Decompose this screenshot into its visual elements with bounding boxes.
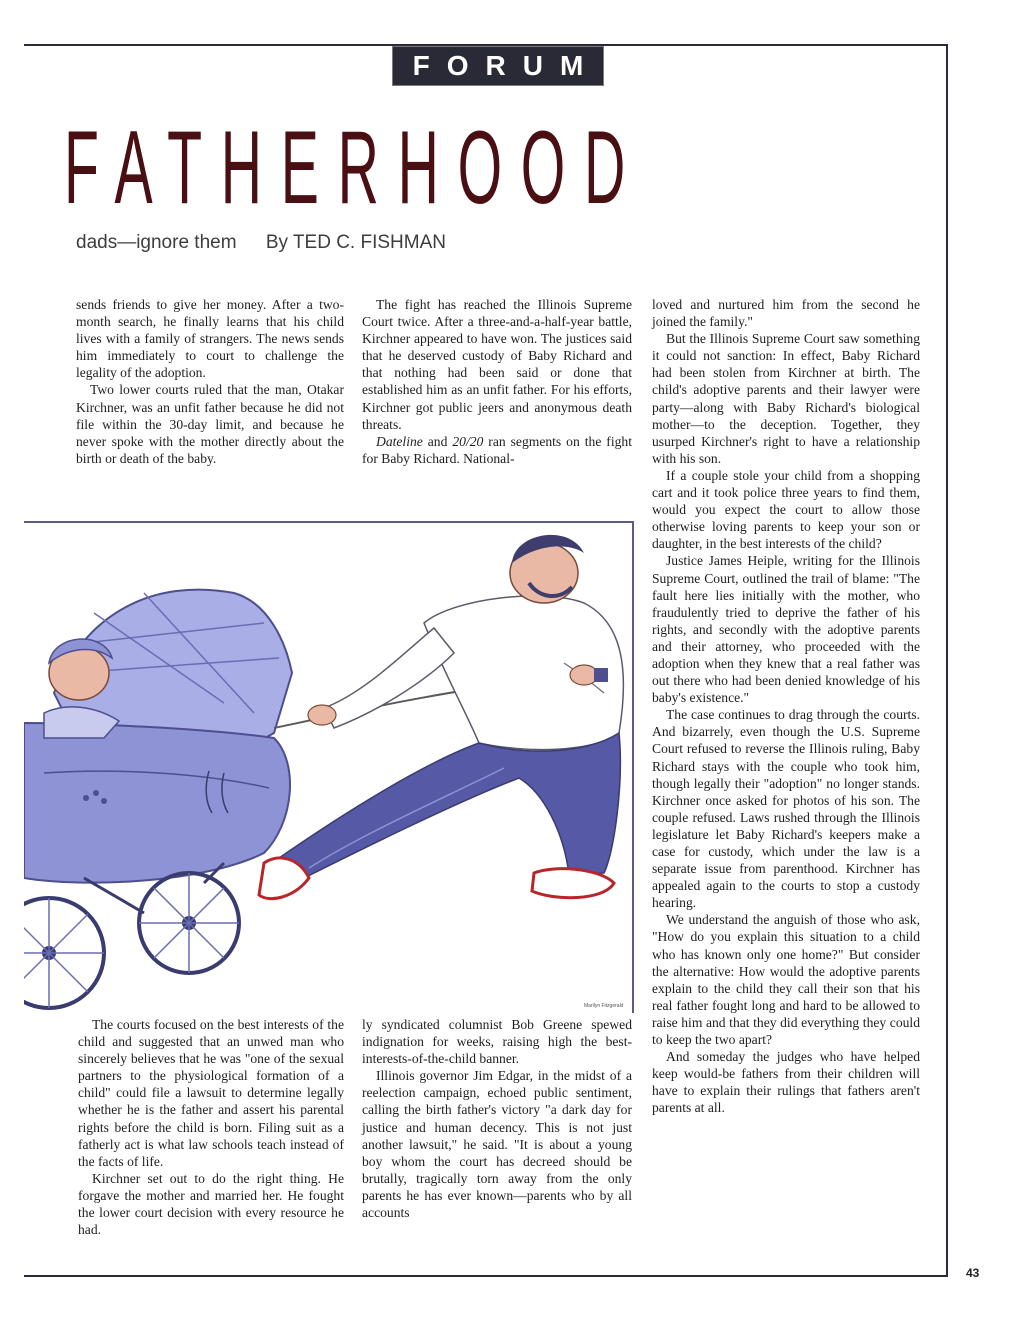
column-4 (78, 1016, 344, 1238)
paragraph: ly syndicated columnist Bob Greene spewed indignation for weeks, raising high the best-interests-of-the-child banner. (362, 1017, 632, 1067)
right-rule (946, 44, 948, 1276)
pram-wheel-left (24, 898, 104, 1008)
page-number: 43 (966, 1266, 980, 1280)
paragraph: The case continues to drag through the courts. And bizarrely, even though the U.S. Supreme Court refused to reverse the Illinois ruling, Baby Richard stays with the couple who took him, though legally their "adoption" no longer stands. Kirchner once asked for photos of his son. The couple refused. Laws rushed through the Illinois legislature let Baby Richard's keepers make a case for custody, which under the law is a separate issue from parenthood. Kirchner has appealed again to the courts to stop a custody hearing. (652, 707, 920, 911)
paragraph (362, 433, 632, 467)
subheadline: dads—ignore them (76, 232, 237, 253)
paragraph: And someday the judges who have helped keep would-be fathers from their children will have to explain their rulings that fathers aren't parents at all. (652, 1049, 920, 1116)
pram-body (24, 723, 290, 883)
paragraph: We understand the anguish of those who ask, "How do you explain this situation to a child who has known only one home?" But consider the alternative: How would the adoptive parents explain to the child they call their son that his real father fought long and hard to be allowed to raise him and that they did everything they could to keep the two apart? (652, 912, 920, 1048)
paragraph: The fight has reached the Illinois Supreme Court twice. After a three-and-a-half-year battle, Kirchner appeared to have won. The justices said that he deserved custody of Baby Richard and that nothing had been said or done that established him as an unfit father. For his efforts, Kirchner got public jeers and anonymous death threats. (362, 297, 632, 432)
illustration-art (24, 523, 632, 1013)
column-3 (652, 296, 920, 1117)
headline: FATHERHOOD (64, 110, 645, 226)
text-run: ran segments on the fight for Baby Richard. National- (362, 433, 632, 466)
paragraph: Illinois governor Jim Edgar, in the midst of a reelection campaign, echoed public sentiment, calling the birth father's victory "a dark day for justice and human decency. This is not just another lawsuit," he said. "It is about a young boy whom the court has decreed should be brutally, tragically torn away from the only parents he has ever known—parents who by all accounts (362, 1068, 632, 1221)
column-1 (76, 296, 344, 467)
paragraph: If a couple stole your child from a shopping cart and it took police three years to find them, would you expect the court to allow those otherwise loving parents to keep your son or daughter, in the best interests of the child? (652, 467, 920, 552)
illustration-credit: Marilyn Fitzgerald (584, 1003, 624, 1009)
byline: By TED C. FISHMAN (265, 232, 446, 253)
show-title-dateline: Dateline (376, 433, 423, 449)
paragraph: sends friends to give her money. After a two-month search, he finally learns that his child lives with a family of strangers. The news sends him immediately to court to challenge the legality of the adoption. (76, 297, 344, 381)
column-2 (362, 296, 632, 467)
text-run: and (422, 433, 453, 449)
illustration (24, 521, 634, 1013)
pram-wheel-right (139, 873, 239, 973)
man-jeans (279, 733, 620, 883)
column-5 (362, 1016, 632, 1221)
show-title-2020: 20/20 (452, 433, 484, 449)
paragraph: But the Illinois Supreme Court saw something it could not sanction: In effect, Baby Richard had been stolen from Kirchner at birth. The child's adoptive parents and their lawyer were party—along with Baby Richard's biological mother—to the deception. Together, they usurped Kirchner's right to have a relationship with his son. (652, 331, 920, 466)
section-label: FORUM (392, 46, 604, 86)
paragraph: The courts focused on the best interests of the child and suggested that an unwed man who sincerely believes that he was "one of the sexual partners to the physiological formation of a child" could file a lawsuit to determine legally whether he is the father and assert his parental rights before the child is born. Filing suit as a fatherly act is what law schools teach instead of the facts of life. (78, 1017, 344, 1169)
bottom-rule (24, 1275, 948, 1277)
paragraph: Kirchner set out to do the right thing. He forgave the mother and married her. He fought the lower court decision with every resource he had. (78, 1170, 344, 1238)
paragraph: Justice James Heiple, writing for the Illinois Supreme Court, outlined the trail of blame: "The fault here lies initially with the mother, who fraudulently tried to deprive the father of his rights, and secondly with the adoptive parents and their attorney, who proceeded with the adoption when they knew that a real father was out there who had been denied knowledge of his baby's existence." (652, 553, 920, 706)
deck-line (76, 232, 446, 254)
paragraph: loved and nurtured him from the second he joined the family." (652, 297, 920, 330)
paragraph: Two lower courts ruled that the man, Otakar Kirchner, was an unfit father because he did not file within the 30-day limit, and because he never spoke with the mother directly about the birth or death of the baby. (76, 382, 344, 466)
